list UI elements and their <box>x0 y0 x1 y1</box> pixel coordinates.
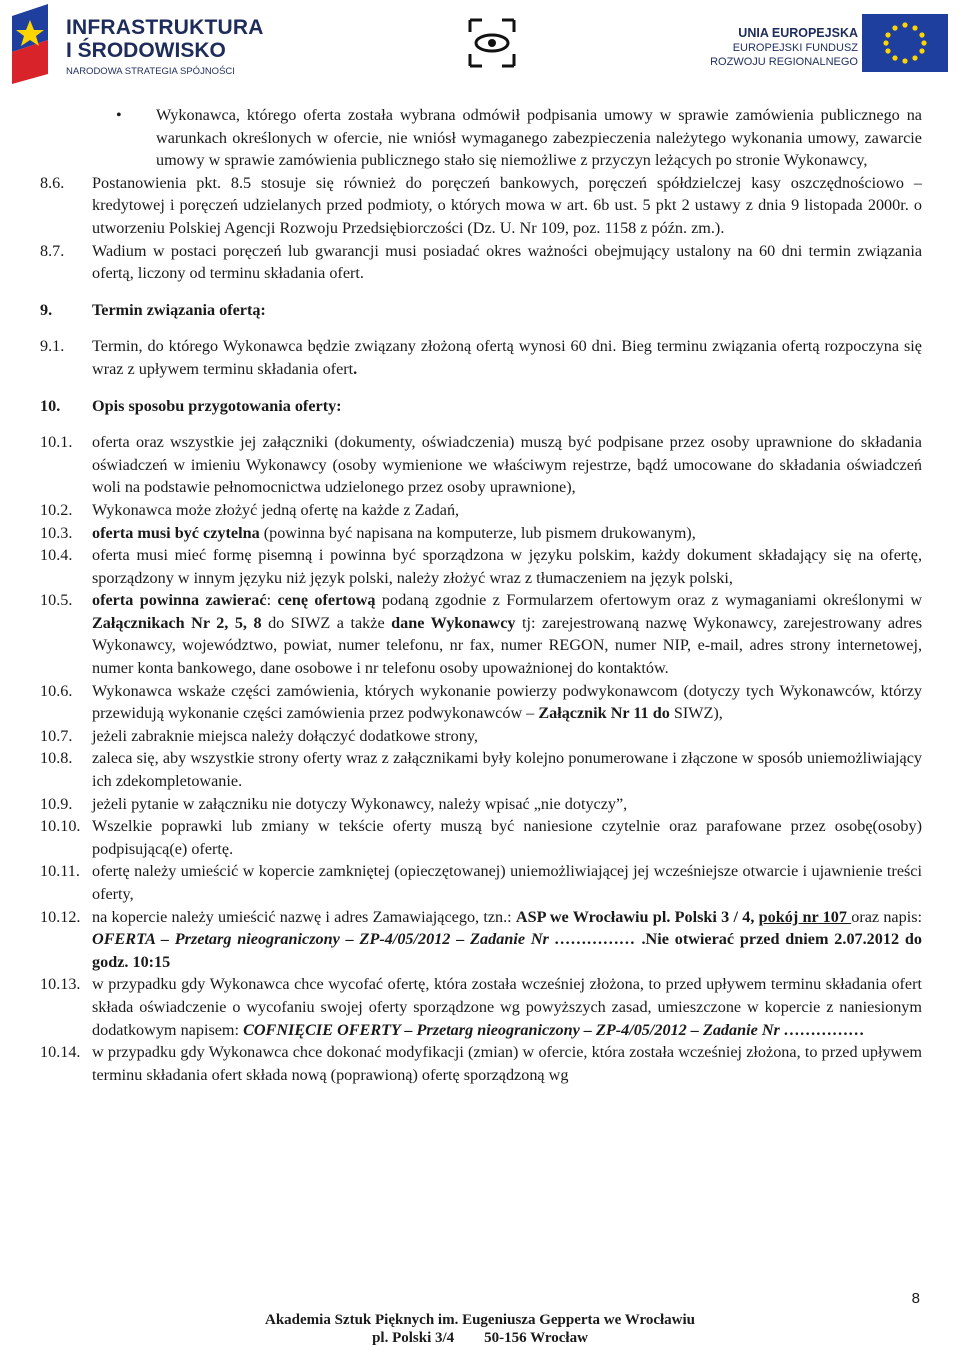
item-10-10 <box>40 815 922 860</box>
item-10-1 <box>40 431 922 499</box>
item-text: oferta musi mieć formę pisemną i powinna być sporządzona w języku polskim, każdy dokument składający się na ofertę, sporządzony w innym języku niż język polski, należy złożyć wraz z tłumaczeniem na język polski, <box>92 546 922 587</box>
bullet-dot-icon: • <box>116 106 122 124</box>
item-bold-text: oferta powinna zawierać <box>92 591 267 610</box>
item-number: 10.6. <box>40 681 73 700</box>
item-text: Wykonawca wskaże części zamówienia, których wykonanie powierzy podwykonawcom (dotyczy tych Wykonawców, którzy przewidują wykonanie części zamówienia przez podwykonawców – <box>92 681 922 723</box>
item-text: podaną zgodnie z Formularzem ofertowym oraz z wymaganiami określonymi w <box>375 591 923 610</box>
item-bold-text: oferta musi być czytelna <box>92 523 260 542</box>
item-bold-text: cenę ofertową <box>277 591 376 610</box>
item-bold-text: dane Wykonawcy <box>391 613 516 632</box>
section-number: 10. <box>40 396 61 415</box>
item-text: : <box>266 591 278 610</box>
item-underlined-text: pokój nr 107 <box>758 907 852 926</box>
item-text: zaleca się, aby wszystkie strony oferty wraz z załącznikami były kolejno ponumerowane i złączone w sposób uniemożliwiający ich zdekompletowanie. <box>92 749 922 791</box>
asp-emblem-logo <box>462 14 522 72</box>
eu-flag-icon <box>862 14 948 72</box>
item-10-11 <box>40 860 922 905</box>
item-text: na kopercie należy umieścić nazwę i adres Zamawiającego, tzn.: <box>92 907 516 926</box>
item-text-end: . <box>353 359 358 378</box>
logo-line-2: I ŚRODOWISKO <box>66 39 226 62</box>
item-number: 10.1. <box>40 433 73 452</box>
eu-line-3: ROZWOJU REGIONALNEGO <box>710 56 858 68</box>
footer-line-1: Akademia Sztuk Pięknych im. Eugeniusza Gepperta we Wrocławiu <box>264 1312 696 1328</box>
item-10-4 <box>40 544 922 589</box>
item-8-7 <box>40 240 922 285</box>
item-text: Postanowienia pkt. 8.5 stosuje się również do poręczeń bankowych, poręczeń spółdzielczej kasy oszczędnościowo – kredytowej i poręczeń udzielanych przed podmioty, o których mowa w art. 6b ust. 5 pkt 2 ustawy z dnia 9 listopada 2000r. o utworzeniu Polskiej Agencji Rozwoju Przedsiębiorczości (Dz. U. Nr 109, poz. 1158 z późn. zm.). <box>92 173 922 237</box>
item-number: 9.1. <box>40 337 65 356</box>
section-10-heading <box>40 395 922 418</box>
bullet-item <box>40 104 922 172</box>
item-10-8 <box>40 747 922 792</box>
item-text: w przypadku gdy Wykonawca chce wycofać ofertę, która została wcześniej złożona, to przed upływem terminu składania ofert składa oświadczenie o wycofaniu swojej oferty sporządzone wg powyższych zasad, umieszczone w kopercie z naniesionym dodatkowym napisem: <box>92 975 922 1039</box>
page-number: 8 <box>911 1290 920 1307</box>
item-number: 10.7. <box>40 726 73 745</box>
eye-emblem-icon <box>462 14 522 72</box>
item-number: 10.13. <box>40 975 81 994</box>
item-text: Wadium w postaci poręczeń lub gwarancji musi posiadać okres ważności obejmujący ustalony na 60 dni termin związania ofertą, liczony od terminu składania ofert. <box>92 241 922 283</box>
item-bold-text: Załącznik Nr 11 do <box>538 704 670 723</box>
item-bold-text: ASP we Wrocławiu pl. Polski 3 / 4, <box>515 907 759 926</box>
item-10-6 <box>40 680 922 725</box>
item-bold-italic-text: OFERTA – Przetarg nieograniczony – ZP-4/05/2012 – Zadanie Nr …………… <box>92 930 636 949</box>
item-number: 10.14. <box>40 1043 81 1062</box>
bullet-text: Wykonawca, którego oferta została wybrana odmówił podpisania umowy w sprawie zamówienia publicznego na warunkach określonych w ofercie, nie wniósł wymaganego zabezpieczenia należytego wykonania umowy, zawarcie umowy w sprawie zamówienia publicznego stało się niemożliwe z przyczyn leżących po stronie Wykonawcy, <box>156 106 922 170</box>
item-text: do SIWZ a także <box>261 613 392 632</box>
item-number: 10.5. <box>40 591 73 610</box>
item-10-5 <box>40 589 922 679</box>
item-text: oraz napis: <box>851 907 922 926</box>
item-text: Wykonawca może złożyć jedną ofertę na każde z Zadań, <box>92 500 460 519</box>
item-text: ofertę należy umieścić w kopercie zamkniętej (opieczętowanej) uniemożliwiającej jej wcześniejsze otwarcie i ujawnienie treści oferty, <box>92 862 922 903</box>
item-number: 10.8. <box>40 749 73 768</box>
item-number: 10.3. <box>40 523 73 542</box>
eu-logo <box>700 10 952 74</box>
item-text: jeżeli zabraknie miejsca należy dołączyć dodatkowe strony, <box>92 726 478 745</box>
logo-line-1: INFRASTRUKTURA <box>66 16 264 39</box>
item-8-6 <box>40 172 922 240</box>
item-number: 10.2. <box>40 500 73 519</box>
item-text: oferta oraz wszystkie jej załączniki (dokumenty, oświadczenia) muszą być podpisane przez osoby uprawnione do składania oświadczeń w imieniu Wykonawcy (osoby wymienione we właściwym rejestrze, bądź umocowane do składania oświadczeń woli na podstawie pełnomocnictwa udzielonego przez osoby uprawnione), <box>92 433 922 497</box>
infrastruktura-logo <box>8 2 264 86</box>
section-title: Opis sposobu przygotowania oferty: <box>92 396 342 415</box>
section-title: Termin związania ofertą: <box>92 300 266 319</box>
item-text: tj: zarejestrowaną nazwę Wykonawcy, zarejestrowany adres Wykonawcy, województwo, powiat, numer telefonu, nr fax, numer REGON, numer NIP, e-mail, adres strony internetowej, numer konta bankowego, dane osobowe i nr telefonu osoby upoważnionej do kontaktów. <box>92 613 922 678</box>
section-number: 9. <box>40 300 53 319</box>
item-text: jeżeli pytanie w załączniku nie dotyczy Wykonawcy, należy wpisać „nie dotyczy”, <box>92 794 628 813</box>
item-number: 10.10. <box>40 817 81 836</box>
item-bold-text: Załącznikach Nr 2, 5, 8 <box>92 613 262 632</box>
footer-line-2: pl. Polski 3/4 50-156 Wrocław <box>372 1330 588 1346</box>
item-bold-text: .Nie otwierać przed dniem 2.07.2012 do godz. 10:15 <box>92 930 922 971</box>
item-number: 10.9. <box>40 794 73 813</box>
page-header <box>0 0 960 90</box>
item-number: 8.6. <box>40 173 65 192</box>
item-number: 10.12. <box>40 907 81 926</box>
eu-line-2: EUROPEJSKI FUNDUSZ <box>732 42 858 54</box>
document-body <box>40 104 922 1086</box>
item-9-1 <box>40 335 922 380</box>
item-10-7 <box>40 725 922 748</box>
item-text: (powinna być napisana na komputerze, lub pismem drukowanym), <box>259 523 696 542</box>
item-10-14 <box>40 1041 922 1086</box>
item-text: w przypadku gdy Wykonawca chce dokonać modyfikacji (zmian) w ofercie, która została wcześniej złożona, to przed upływem terminu składania ofert składa nową (poprawioną) ofertę sporządzoną wg <box>92 1043 922 1084</box>
item-10-3 <box>40 522 922 545</box>
section-9-heading <box>40 299 922 322</box>
item-text: Wszelkie poprawki lub zmiany w tekście oferty muszą być naniesione czytelnie oraz parafowane przez osobę(osoby) podpisującą(e) ofertę. <box>92 817 922 858</box>
item-text: SIWZ), <box>669 704 723 723</box>
item-number: 10.4. <box>40 546 73 565</box>
item-10-2 <box>40 499 922 522</box>
item-number: 8.7. <box>40 241 65 260</box>
flag-star-icon <box>8 2 64 86</box>
item-text: Termin, do którego Wykonawca będzie związany złożoną ofertą wynosi 60 dni. Bieg terminu związania ofertą rozpoczyna się wraz z upływem terminu składania ofert <box>92 337 922 378</box>
logo-line-3: NARODOWA STRATEGIA SPÓJNOŚCI <box>66 66 235 77</box>
item-number: 10.11. <box>40 862 80 881</box>
item-bold-italic-text: COFNIĘCIE OFERTY – Przetarg nieograniczony – ZP-4/05/2012 – Zadanie Nr …………… <box>243 1020 865 1039</box>
item-10-9 <box>40 793 922 816</box>
item-10-12 <box>40 906 922 974</box>
item-10-13 <box>40 973 922 1041</box>
eu-line-1: UNIA EUROPEJSKA <box>738 26 858 40</box>
